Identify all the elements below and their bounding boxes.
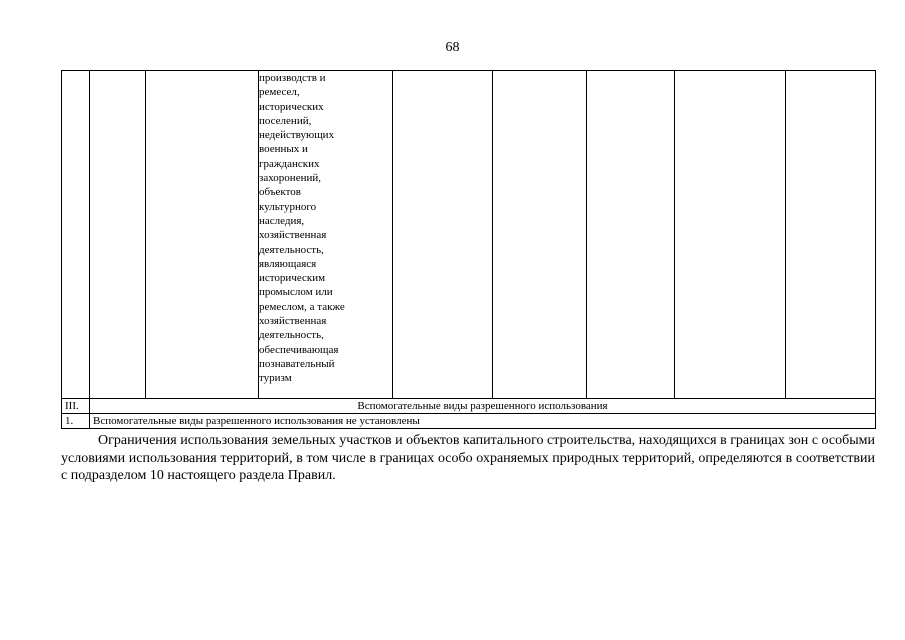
cell-line: деятельность, <box>259 243 324 256</box>
cell-line: хозяйственная <box>259 229 327 242</box>
item-text: Вспомогательные виды разрешенного использования не установлены <box>90 414 876 429</box>
cell-line: наследия, <box>259 214 305 227</box>
cell-line: захоронений, <box>259 172 321 185</box>
table-cell <box>146 71 259 399</box>
section-number: III. <box>62 399 90 414</box>
table-cell <box>675 71 786 399</box>
table-cell-continued-text <box>259 71 393 399</box>
table-row <box>62 414 876 429</box>
cell-line: недействующих <box>259 129 335 142</box>
cell-line: ремеслом, а также <box>259 300 345 313</box>
table-cell <box>493 71 587 399</box>
cell-line: исторических <box>259 100 324 113</box>
table-row <box>62 71 876 399</box>
cell-line: гражданских <box>259 157 320 170</box>
table-cell <box>587 71 675 399</box>
cell-line: обеспечивающая <box>259 343 339 356</box>
cell-line: хозяйственная <box>259 315 327 328</box>
cell-line: туризм <box>259 372 292 385</box>
cell-line: поселений, <box>259 114 312 127</box>
page-number: 68 <box>445 40 460 55</box>
table-cell <box>786 71 876 399</box>
cell-line: производств и <box>259 72 326 84</box>
cell-line: деятельность, <box>259 329 324 342</box>
cell-line: промыслом или <box>259 286 333 299</box>
cell-line: военных и <box>259 143 308 156</box>
item-number: 1. <box>62 414 90 429</box>
table-cell <box>393 71 493 399</box>
cell-line: культурного <box>259 200 317 213</box>
body-paragraph: Ограничения использования земельных участков и объектов капитального строительства, находящихся в границах зон с особыми условиями использования территорий, в том числе в границах особо охраняемых природных территорий, определяются в соответствии с подразделом 10 настоящего раздела Правил. <box>61 433 875 483</box>
table-cell <box>62 71 90 399</box>
cell-line: познавательный <box>259 357 335 370</box>
table-cell <box>90 71 146 399</box>
table-section-row <box>62 399 876 414</box>
cell-line: объектов <box>259 186 301 199</box>
cell-line: являющаяся <box>259 257 317 270</box>
cell-line: историческим <box>259 272 326 285</box>
section-title: Вспомогательные виды разрешенного использования <box>90 399 876 414</box>
zoning-table <box>61 70 876 429</box>
cell-line: ремесел, <box>259 86 300 99</box>
